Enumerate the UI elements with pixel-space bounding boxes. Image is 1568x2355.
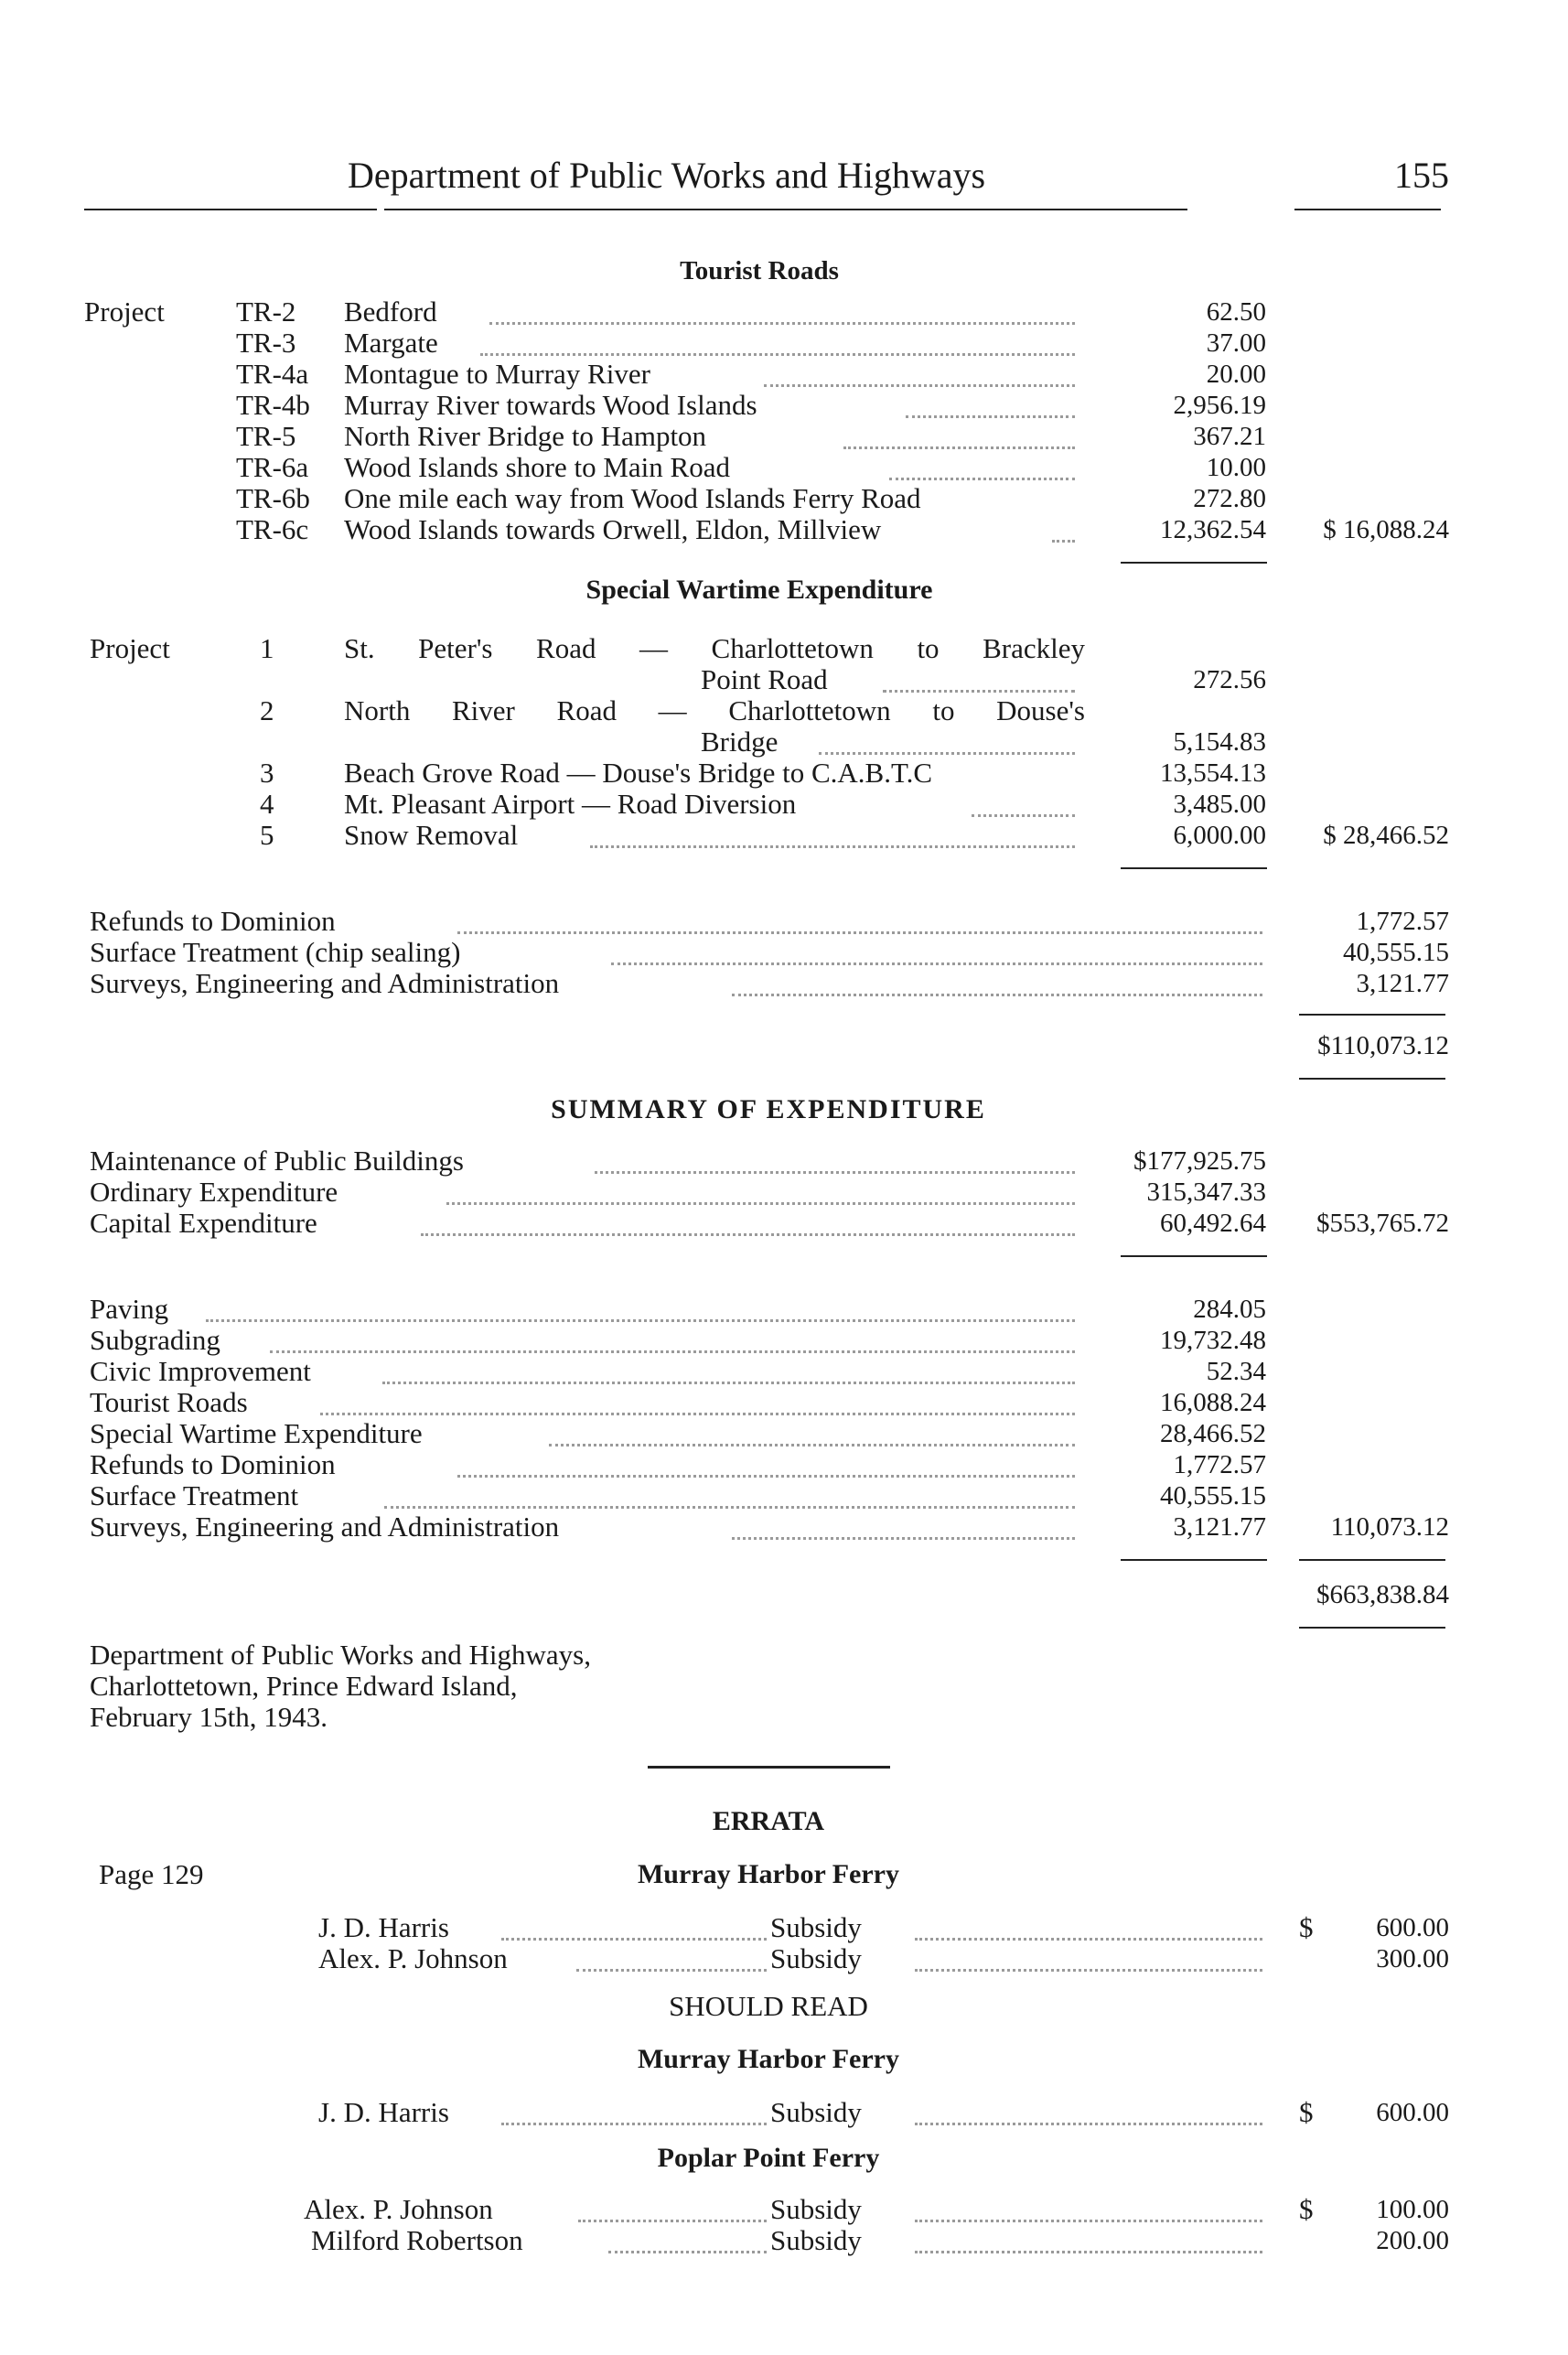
errata-currency: $	[1299, 1911, 1314, 1943]
leader-dots	[819, 752, 1075, 755]
header-rule-right	[384, 209, 1187, 210]
wartime-desc: St. Peter's Road — Charlottetown to Brackley	[344, 632, 1085, 664]
summary-group-1-total: $553,765.72	[1316, 1209, 1449, 1238]
wartime-amount: 5,154.83	[1173, 727, 1266, 757]
summary-group-2-rule-left	[1121, 1559, 1267, 1561]
leader-dots	[270, 1350, 1075, 1353]
tr-desc: Bedford	[344, 296, 437, 328]
leader-dots	[608, 2251, 767, 2253]
leader-dots	[576, 1969, 767, 1972]
summary-item-amount: 315,347.33	[1146, 1178, 1266, 1207]
summary-item-desc: Surveys, Engineering and Administration	[90, 1511, 560, 1543]
header-rule-page	[1294, 209, 1441, 210]
errata-amount: 100.00	[1376, 2195, 1449, 2224]
wartime-total: $ 28,466.52	[1323, 821, 1449, 850]
summary-item-amount: 52.34	[1206, 1357, 1266, 1386]
leader-dots	[915, 1969, 1262, 1972]
tr-desc: Wood Islands shore to Main Road	[344, 451, 730, 483]
other-item-desc: Surface Treatment (chip sealing)	[90, 936, 461, 968]
tr-amount: 12,362.54	[1160, 515, 1266, 544]
wartime-desc: Beach Grove Road — Douse's Bridge to C.A.B.T.C	[344, 757, 933, 789]
errata-name: J. D. Harris	[318, 2096, 449, 2128]
tr-amount: 62.50	[1206, 297, 1266, 327]
tourist-roads-heading: Tourist Roads	[680, 256, 839, 285]
leader-dots	[595, 1171, 1075, 1174]
wartime-desc-cont: Bridge	[701, 726, 779, 758]
other-item-amount: 3,121.77	[1356, 969, 1449, 998]
summary-item-desc: Capital Expenditure	[90, 1207, 317, 1239]
header-rule-left	[84, 209, 377, 210]
leader-dots	[732, 1537, 1075, 1540]
summary-item-desc: Refunds to Dominion	[90, 1448, 336, 1480]
tr-code: TR-4b	[236, 389, 310, 421]
errata-type: Subsidy	[770, 1911, 862, 1943]
errata-type: Subsidy	[770, 2193, 862, 2225]
tr-desc: Wood Islands towards Orwell, Eldon, Millview	[344, 513, 882, 545]
tr-desc: One mile each way from Wood Islands Ferry Road	[344, 482, 921, 514]
signoff-line-3: February 15th, 1943.	[90, 1701, 328, 1733]
errata-name: Alex. P. Johnson	[318, 1942, 508, 1974]
leader-dots	[764, 384, 1075, 387]
leader-dots	[384, 1506, 1075, 1509]
wartime-amount: 3,485.00	[1173, 790, 1266, 819]
tourist-roads-total: $ 16,088.24	[1323, 515, 1449, 544]
tr-amount: 20.00	[1206, 360, 1266, 389]
summary-item-amount: 284.05	[1193, 1295, 1266, 1324]
leader-dots	[732, 994, 1262, 996]
tr-amount: 2,956.19	[1173, 391, 1266, 420]
errata-name: J. D. Harris	[318, 1911, 449, 1943]
errata-type: Subsidy	[770, 1942, 862, 1974]
leader-dots	[590, 845, 1075, 848]
grand-total-rule	[1299, 1627, 1445, 1629]
summary-item-amount: 16,088.24	[1160, 1388, 1266, 1417]
tr-desc: Montague to Murray River	[344, 358, 650, 390]
wartime-desc: Mt. Pleasant Airport — Road Diversion	[344, 788, 797, 820]
leader-dots	[489, 322, 1075, 325]
errata-amount: 200.00	[1376, 2226, 1449, 2255]
wartime-heading: Special Wartime Expenditure	[585, 575, 933, 605]
tourist-roads-subtotal-rule	[1121, 562, 1267, 564]
summary-item-desc: Paving	[90, 1293, 169, 1325]
summary-heading: SUMMARY OF EXPENDITURE	[551, 1094, 986, 1124]
tr-code: TR-5	[236, 420, 296, 452]
summary-item-amount: 28,466.52	[1160, 1419, 1266, 1448]
summary-item-amount: $177,925.75	[1133, 1146, 1266, 1176]
leader-dots	[501, 1938, 767, 1941]
tr-desc: Murray River towards Wood Islands	[344, 389, 757, 421]
summary-group-2-total: 110,073.12	[1330, 1512, 1449, 1542]
leader-dots	[972, 814, 1075, 817]
leader-dots	[578, 2220, 767, 2222]
leader-dots	[457, 1475, 1075, 1478]
wartime-desc-cont: Point Road	[701, 663, 828, 695]
summary-item-amount: 3,121.77	[1173, 1512, 1266, 1542]
summary-item-desc: Ordinary Expenditure	[90, 1176, 338, 1208]
summary-item-desc: Maintenance of Public Buildings	[90, 1145, 464, 1177]
leader-dots	[421, 1233, 1075, 1236]
other-item-desc: Surveys, Engineering and Administration	[90, 967, 560, 999]
tr-desc: North River Bridge to Hampton	[344, 420, 707, 452]
other-total-rule	[1299, 1078, 1445, 1080]
summary-item-desc: Subgrading	[90, 1324, 220, 1356]
summary-item-desc: Surface Treatment	[90, 1479, 299, 1511]
summary-item-amount: 40,555.15	[1160, 1481, 1266, 1511]
leader-dots	[883, 690, 1075, 693]
errata-amount: 300.00	[1376, 1944, 1449, 1973]
leader-dots	[501, 2123, 767, 2125]
tr-code: TR-6c	[236, 513, 309, 545]
errata-page-ref: Page 129	[99, 1858, 204, 1890]
leader-dots	[889, 478, 1075, 480]
summary-grand-total: $663,838.84	[1316, 1580, 1449, 1609]
other-item-amount: 40,555.15	[1343, 938, 1449, 967]
errata-ferry-heading: Murray Harbor Ferry	[637, 1859, 899, 1889]
leader-dots	[480, 353, 1075, 356]
leader-dots	[446, 1202, 1075, 1205]
tr-code: TR-6b	[236, 482, 310, 514]
tr-amount: 272.80	[1193, 484, 1266, 513]
errata-name: Alex. P. Johnson	[304, 2193, 493, 2225]
leader-dots	[843, 446, 1075, 449]
wartime-amount: 13,554.13	[1160, 758, 1266, 788]
leader-dots	[1052, 540, 1075, 543]
tr-amount: 37.00	[1206, 328, 1266, 358]
wartime-desc: North River Road — Charlottetown to Douse's	[344, 694, 1085, 726]
leader-dots	[320, 1413, 1075, 1415]
page-header-title: Department of Public Works and Highways	[348, 155, 986, 196]
summary-item-desc: Special Wartime Expenditure	[90, 1417, 423, 1449]
should-read-label: SHOULD READ	[669, 1990, 868, 2022]
errata-type: Subsidy	[770, 2096, 862, 2128]
wartime-code: 3	[260, 757, 274, 789]
errata-ferry-heading: Murray Harbor Ferry	[637, 2044, 899, 2074]
wartime-code: 2	[260, 694, 274, 726]
summary-item-desc: Tourist Roads	[90, 1386, 248, 1418]
tr-code: TR-6a	[236, 451, 309, 483]
errata-amount: 600.00	[1376, 1913, 1449, 1942]
errata-amount: 600.00	[1376, 2098, 1449, 2127]
summary-item-amount: 19,732.48	[1160, 1326, 1266, 1355]
signoff-line-1: Department of Public Works and Highways,	[90, 1639, 591, 1671]
summary-group-2-rule-right	[1299, 1559, 1445, 1561]
wartime-subtotal-rule	[1121, 867, 1267, 869]
errata-currency: $	[1299, 2193, 1314, 2225]
wartime-project-label: Project	[90, 632, 170, 664]
page-number: 155	[1394, 155, 1449, 196]
errata-name: Milford Robertson	[311, 2224, 523, 2256]
leader-dots	[915, 2251, 1262, 2253]
other-item-desc: Refunds to Dominion	[90, 905, 336, 937]
errata-currency: $	[1299, 2096, 1314, 2128]
wartime-amount: 6,000.00	[1173, 821, 1266, 850]
wartime-code: 5	[260, 819, 274, 851]
leader-dots	[611, 962, 1262, 965]
tr-amount: 10.00	[1206, 453, 1266, 482]
leader-dots	[206, 1319, 1075, 1322]
errata-heading: ERRATA	[712, 1806, 825, 1836]
wartime-desc: Snow Removal	[344, 819, 519, 851]
errata-ferry-heading: Poplar Point Ferry	[657, 2143, 880, 2173]
signoff-line-2: Charlottetown, Prince Edward Island,	[90, 1670, 518, 1702]
leader-dots	[906, 415, 1075, 418]
tr-code: TR-2	[236, 296, 296, 328]
leader-dots	[915, 2123, 1262, 2125]
wartime-code: 1	[260, 632, 274, 664]
summary-item-desc: Civic Improvement	[90, 1355, 311, 1387]
other-total: $110,073.12	[1317, 1031, 1449, 1060]
tr-desc: Margate	[344, 327, 438, 359]
tr-code: TR-3	[236, 327, 296, 359]
leader-dots	[382, 1382, 1075, 1384]
other-subtotal-rule	[1299, 1014, 1445, 1016]
leader-dots	[549, 1444, 1075, 1446]
leader-dots	[915, 1938, 1262, 1941]
wartime-amount: 272.56	[1193, 665, 1266, 694]
tr-amount: 367.21	[1193, 422, 1266, 451]
summary-item-amount: 60,492.64	[1160, 1209, 1266, 1238]
leader-dots	[457, 931, 1262, 934]
other-item-amount: 1,772.57	[1356, 907, 1449, 936]
summary-item-amount: 1,772.57	[1173, 1450, 1266, 1479]
summary-group-1-rule	[1121, 1255, 1267, 1257]
tr-code: TR-4a	[236, 358, 309, 390]
tourist-roads-project-label: Project	[84, 296, 165, 328]
wartime-code: 4	[260, 788, 274, 820]
section-divider	[648, 1766, 890, 1769]
leader-dots	[915, 2220, 1262, 2222]
errata-type: Subsidy	[770, 2224, 862, 2256]
